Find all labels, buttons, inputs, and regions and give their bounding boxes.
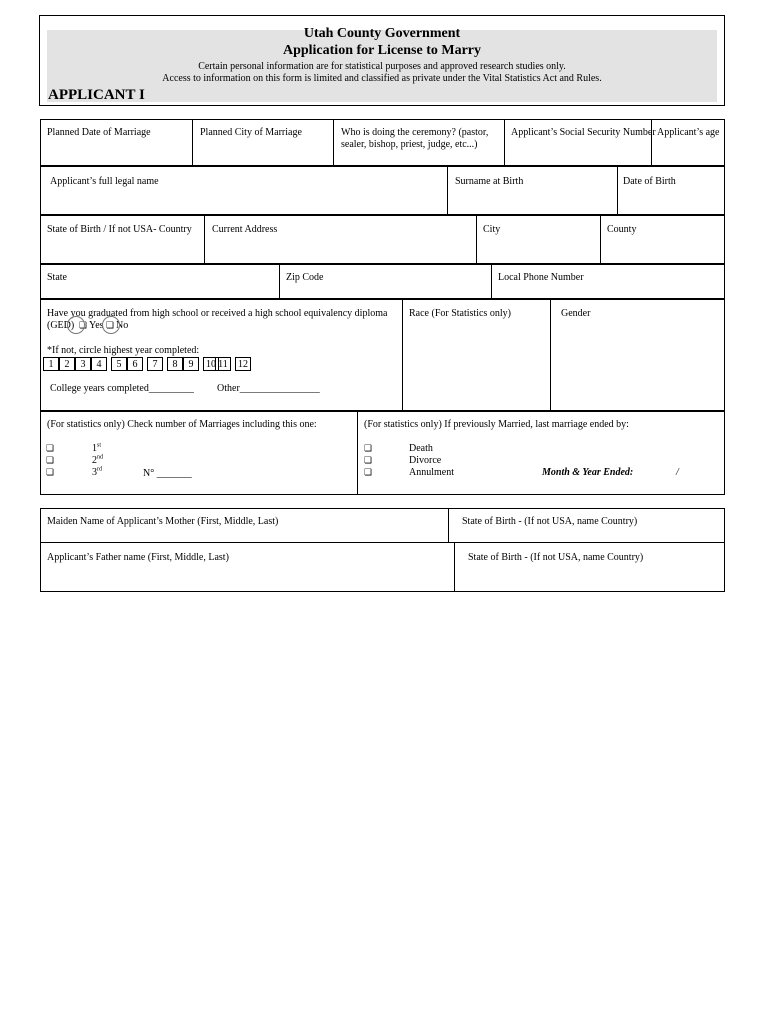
divider	[550, 299, 551, 411]
month-year-ended-field[interactable]: Month & Year Ended:	[542, 467, 634, 478]
marriage-count-label: (For statistics only) Check number of Marriages including this one:	[47, 419, 317, 430]
surname-at-birth-field[interactable]: Surname at Birth	[455, 176, 524, 187]
planned-city-field[interactable]: Planned City of Marriage	[200, 127, 302, 138]
grade-box-1[interactable]: 1	[43, 357, 59, 371]
gender-field[interactable]: Gender	[561, 308, 591, 319]
phone-field[interactable]: Local Phone Number	[498, 272, 584, 283]
third-marriage-label: 3rd	[92, 466, 102, 478]
divider	[454, 542, 455, 592]
grade-box-3[interactable]: 3	[75, 357, 91, 371]
state-field[interactable]: State	[47, 272, 67, 283]
annulment-checkbox[interactable]: ❏	[364, 468, 373, 478]
race-field[interactable]: Race (For Statistics only)	[409, 308, 511, 319]
header-note-1: Certain personal information are for statistical purposes and approved research studies only.	[198, 61, 566, 72]
yes-label: Yes	[89, 320, 104, 331]
header-org: Utah County Government	[303, 26, 461, 41]
divider	[448, 508, 449, 542]
first-marriage-label: 1st	[92, 442, 102, 454]
current-address-field[interactable]: Current Address	[212, 224, 278, 235]
city-field[interactable]: City	[483, 224, 501, 235]
divider	[504, 119, 505, 166]
date-of-birth-field[interactable]: Date of Birth	[623, 176, 676, 187]
divider	[357, 411, 358, 495]
highest-year-instruction: *If not, circle highest year completed:	[47, 345, 200, 356]
full-name-field[interactable]: Applicant’s full legal name	[50, 176, 159, 187]
divider	[402, 299, 403, 411]
circle-mark	[67, 316, 88, 334]
form-title: Application for License to Marry	[282, 43, 482, 58]
grade-box-12[interactable]: 12	[235, 357, 251, 371]
ssn-field[interactable]: Applicant’s Social Security Number	[511, 127, 656, 138]
age-field[interactable]: Applicant’s age	[657, 127, 720, 138]
state-of-birth-field[interactable]: State of Birth / If not USA- Country	[47, 224, 192, 235]
divider	[491, 264, 492, 299]
planned-date-field[interactable]: Planned Date of Marriage	[47, 127, 151, 138]
row-contact	[40, 264, 725, 299]
divider	[617, 166, 618, 215]
marriage-number-field[interactable]: N° _______	[143, 468, 192, 479]
grade-box-9[interactable]: 9	[183, 357, 199, 371]
mother-birth-state-field[interactable]: State of Birth - (If not USA, name Country)	[462, 516, 638, 527]
college-years-field[interactable]: College years completed_________	[50, 383, 194, 394]
grade-box-10[interactable]: 10	[203, 357, 219, 371]
grade-box-11[interactable]: 11	[215, 357, 231, 371]
divider	[600, 215, 601, 264]
grade-box-8[interactable]: 8	[167, 357, 183, 371]
graduation-question: Have you graduated from high school or received a high school equivalency diploma	[47, 308, 388, 319]
row-name	[40, 166, 725, 215]
ged-label: (GED)	[47, 320, 75, 331]
other-field[interactable]: Other________________	[217, 383, 320, 394]
grade-box-2[interactable]: 2	[59, 357, 75, 371]
death-checkbox[interactable]: ❏	[364, 444, 373, 454]
death-label: Death	[409, 443, 433, 454]
divorce-checkbox[interactable]: ❏	[364, 456, 373, 466]
yes-checkbox[interactable]: ❏	[79, 321, 88, 331]
third-marriage-checkbox[interactable]: ❏	[46, 468, 55, 478]
section-title: APPLICANT I	[48, 87, 145, 103]
divider	[333, 119, 334, 166]
father-birth-state-field[interactable]: State of Birth - (If not USA, name Country)	[468, 552, 644, 563]
marriage-ended-label: (For statistics only) If previously Married, last marriage ended by:	[364, 419, 629, 430]
grade-box-4[interactable]: 4	[91, 357, 107, 371]
officiant-field[interactable]: Who is doing the ceremony? (pastor, sealer, bishop, priest, judge, etc...)	[341, 127, 489, 150]
divider	[447, 166, 448, 215]
annulment-label: Annulment	[409, 467, 454, 478]
grade-box-7[interactable]: 7	[147, 357, 163, 371]
first-marriage-checkbox[interactable]: ❏	[46, 444, 55, 454]
divider	[279, 264, 280, 299]
divider	[192, 119, 193, 166]
grade-box-5[interactable]: 5	[111, 357, 127, 371]
row-address	[40, 215, 725, 264]
divorce-label: Divorce	[409, 455, 442, 466]
header-note-2: Access to information on this form is limited and classified as private under the Vital Statistics Act and Rules.	[162, 73, 602, 84]
mother-name-field[interactable]: Maiden Name of Applicant’s Mother (First, Middle, Last)	[47, 516, 279, 527]
father-name-field[interactable]: Applicant’s Father name (First, Middle, Last)	[47, 552, 229, 563]
divider	[204, 215, 205, 264]
no-checkbox[interactable]: ❏	[106, 321, 115, 331]
second-marriage-label: 2nd	[92, 454, 103, 466]
zip-code-field[interactable]: Zip Code	[286, 272, 324, 283]
second-marriage-checkbox[interactable]: ❏	[46, 456, 55, 466]
no-label: No	[116, 320, 129, 331]
grade-box-6[interactable]: 6	[127, 357, 143, 371]
county-field[interactable]: County	[607, 224, 637, 235]
circle-mark	[102, 316, 120, 334]
date-separator: /	[676, 467, 679, 478]
divider	[40, 542, 725, 543]
divider	[476, 215, 477, 264]
